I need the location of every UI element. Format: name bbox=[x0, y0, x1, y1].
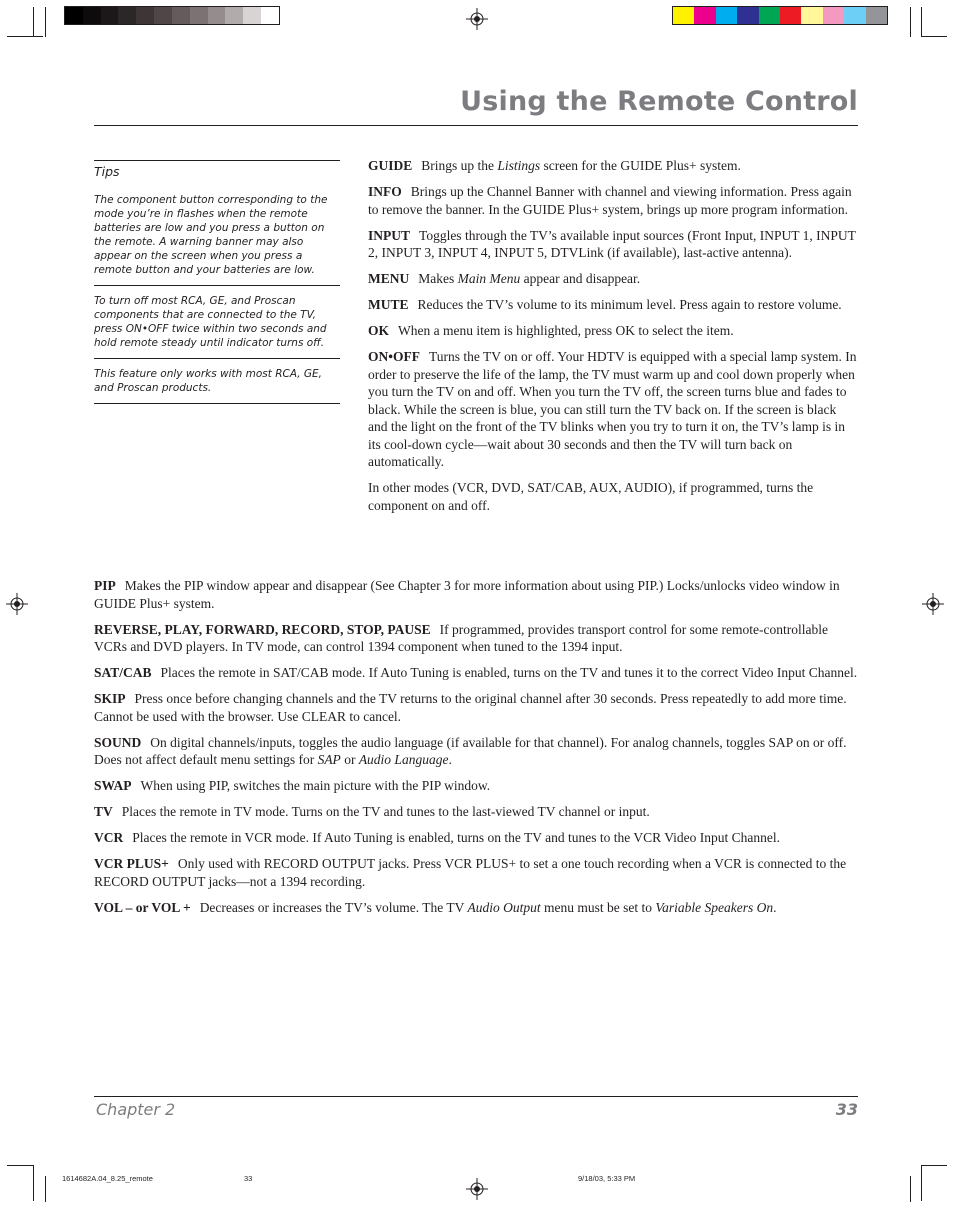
crop-mark bbox=[921, 1165, 922, 1201]
page-number: 33 bbox=[835, 1100, 858, 1119]
color-swatch bbox=[208, 7, 226, 24]
button-name: VOL – or VOL + bbox=[94, 899, 191, 915]
button-name: SWAP bbox=[94, 778, 132, 793]
crop-mark bbox=[921, 36, 947, 37]
button-description: TV Places the remote in TV mode. Turns on the TV and tunes to the last-viewed TV channel or input. bbox=[94, 804, 650, 819]
color-swatch bbox=[154, 7, 172, 24]
color-swatch bbox=[780, 7, 801, 24]
button-description: INFO Brings up the Channel Banner with channel and viewing information. Press again to remove the banner. In the GUIDE Plus+ system, brings up more program information. bbox=[368, 184, 852, 217]
tip-text: To turn off most RCA, GE, and Proscan components that are connected to the TV, press ON•OFF twice within two seconds and hold remote steady until indicator turns off. bbox=[94, 295, 327, 349]
button-description: VOL – or VOL + Decreases or increases the TV’s volume. The TV Audio Output menu must be set to Variable Speakers On. bbox=[94, 899, 777, 915]
color-swatch bbox=[823, 7, 844, 24]
title-divider bbox=[94, 125, 858, 126]
button-name: MENU bbox=[368, 271, 410, 286]
color-swatch bbox=[190, 7, 208, 24]
button-description: REVERSE, PLAY, FORWARD, RECORD, STOP, PAUSE If programmed, provides transport control for some remote-controllable VCRs and DVD players. In TV mode, can control 1394 component when tuned to the 1394 input. bbox=[94, 621, 828, 654]
button-name: SOUND bbox=[94, 734, 142, 750]
button-description: VCR Places the remote in VCR mode. If Auto Tuning is enabled, turns on the TV and tunes to the VCR Video Input Channel. bbox=[94, 830, 781, 845]
button-description: ON•OFF Turns the TV on or off. Your HDTV is equipped with a special lamp system. In order to preserve the life of the lamp, the TV must warm up and cool down properly when you turn the TV on and off. When you turn the TV off, the screen turns blue and fades to black. While the screen is blue, you can still turn the TV back on. If the screen is black and the light on the front of the TV blinks when you try to turn it on, the TV’s lamp is in its cool-down cycle—wait about 30 seconds and then the TV will turn back on automatically. bbox=[368, 349, 857, 469]
grayscale-color-bar bbox=[64, 6, 280, 25]
button-description: INPUT Toggles through the TV’s available input sources (Front Input, INPUT 1, INPUT 2, INPUT 3, INPUT 4, INPUT 5, DTVLink (if available), last-active antenna). bbox=[368, 227, 856, 260]
button-name: INFO bbox=[368, 184, 402, 199]
crop-mark bbox=[33, 7, 34, 37]
crop-mark bbox=[910, 7, 911, 37]
color-swatch bbox=[801, 7, 822, 24]
chapter-label: Chapter 2 bbox=[96, 1100, 176, 1119]
color-swatch bbox=[866, 7, 887, 24]
color-swatch bbox=[172, 7, 190, 24]
crop-mark bbox=[921, 1165, 947, 1166]
color-swatch bbox=[101, 7, 119, 24]
button-name: OK bbox=[368, 323, 390, 338]
color-swatch bbox=[673, 7, 694, 24]
button-description: VCR PLUS+ Only used with RECORD OUTPUT jacks. Press VCR PLUS+ to set a one touch recording when a VCR is connected to the RECORD OUTPUT jacks—not a 1394 recording. bbox=[94, 856, 847, 889]
page-title: Using the Remote Control bbox=[460, 86, 858, 117]
color-swatch bbox=[716, 7, 737, 24]
button-name: VCR PLUS+ bbox=[94, 856, 169, 871]
color-swatch bbox=[136, 7, 154, 24]
button-name: PIP bbox=[94, 578, 116, 593]
color-swatch bbox=[65, 7, 83, 24]
button-description: MUTE Reduces the TV’s volume to its minimum level. Press again to restore volume. bbox=[368, 297, 842, 312]
slug-filename: 1614682A.04_8.25_remote bbox=[62, 1174, 153, 1183]
registration-mark-icon bbox=[466, 1178, 488, 1200]
color-swatch bbox=[261, 7, 279, 24]
button-description: SAT/CAB Places the remote in SAT/CAB mode. If Auto Tuning is enabled, turns on the TV and tunes it to the correct Video Input Channel. bbox=[94, 665, 858, 680]
button-description: OK When a menu item is highlighted, press OK to select the item. bbox=[368, 323, 734, 338]
full-width-descriptions bbox=[94, 577, 858, 925]
divider bbox=[94, 160, 340, 161]
divider bbox=[94, 403, 340, 404]
button-name: TV bbox=[94, 804, 113, 819]
crop-mark bbox=[910, 1176, 911, 1202]
tips-sidebar bbox=[94, 160, 340, 404]
color-swatch bbox=[118, 7, 136, 24]
button-description: PIP Makes the PIP window appear and disappear (See Chapter 3 for more information about using PIP.) Locks/unlocks video window in GUIDE Plus+ system. bbox=[94, 578, 840, 611]
crop-mark bbox=[7, 36, 43, 37]
button-name: REVERSE, PLAY, FORWARD, RECORD, STOP, PAUSE bbox=[94, 621, 431, 637]
tips-heading: Tips bbox=[94, 164, 120, 179]
button-name: ON•OFF bbox=[368, 349, 420, 364]
crop-mark bbox=[921, 7, 922, 37]
button-description: GUIDE Brings up the Listings screen for the GUIDE Plus+ system. bbox=[368, 158, 741, 173]
button-name: SAT/CAB bbox=[94, 665, 152, 680]
color-swatch bbox=[759, 7, 780, 24]
button-description: In other modes (VCR, DVD, SAT/CAB, AUX, AUDIO), if programmed, turns the component on and off. bbox=[368, 480, 814, 513]
color-swatch bbox=[243, 7, 261, 24]
registration-mark-icon bbox=[6, 593, 28, 615]
tip-text: This feature only works with most RCA, GE, and Proscan products. bbox=[94, 368, 323, 394]
color-swatch bbox=[694, 7, 715, 24]
crop-mark bbox=[7, 1165, 33, 1166]
slug-page: 33 bbox=[244, 1174, 253, 1183]
button-name: MUTE bbox=[368, 297, 409, 312]
button-descriptions-column bbox=[368, 157, 858, 523]
color-swatch bbox=[737, 7, 758, 24]
crop-mark bbox=[45, 1176, 46, 1202]
button-description: SKIP Press once before changing channels and the TV returns to the original channel after 30 seconds. Press repeatedly to add more time. Cannot be used with the browser. Use CLEAR to cancel. bbox=[94, 691, 847, 724]
color-swatch bbox=[844, 7, 865, 24]
button-description: SOUND On digital channels/inputs, toggles the audio language (if available for that channel). For analog channels, toggles SAP on or off. Does not affect default menu settings for SAP or Audio Language. bbox=[94, 734, 847, 767]
footer-divider bbox=[94, 1096, 858, 1097]
color-swatch bbox=[225, 7, 243, 24]
registration-mark-icon bbox=[466, 8, 488, 30]
registration-mark-icon bbox=[922, 593, 944, 615]
color-swatch bbox=[83, 7, 101, 24]
crop-mark bbox=[33, 1165, 34, 1201]
button-name: VCR bbox=[94, 830, 124, 845]
button-description: MENU Makes Main Menu appear and disappear. bbox=[368, 271, 641, 286]
process-color-bar bbox=[672, 6, 888, 25]
crop-mark bbox=[45, 7, 46, 37]
tip-text: The component button corresponding to the mode you’re in flashes when the remote batteries are low and you press a button on the remote. A warning banner may also appear on the screen when you press a remote button and your batteries are low. bbox=[94, 194, 328, 276]
button-name: GUIDE bbox=[368, 158, 413, 173]
button-description: SWAP When using PIP, switches the main picture with the PIP window. bbox=[94, 778, 491, 793]
button-name: INPUT bbox=[368, 227, 411, 243]
slug-date: 9/18/03, 5:33 PM bbox=[578, 1174, 636, 1183]
button-name: SKIP bbox=[94, 691, 126, 706]
